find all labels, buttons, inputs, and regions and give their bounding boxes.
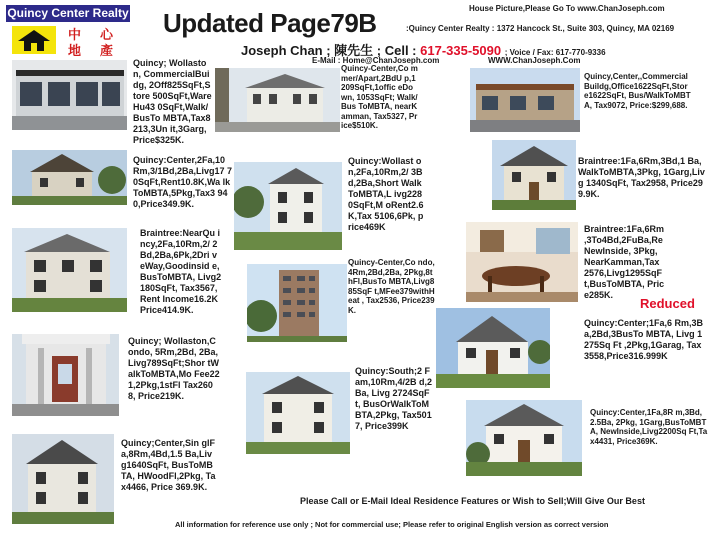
listing-photo xyxy=(215,68,340,132)
listing-description: Braintree:NearQu incy,2Fa,10Rm,2/ 2Bd,2Ba,6Pk,2Dri veWay,Goodinsid e,BusToMBTA, Livg2180SqFt, Tax3567,Rent Income16.2K Price414.9K. xyxy=(140,228,222,315)
reduced-badge: Reduced xyxy=(640,296,695,311)
listing-description: Quincy:South;2 Fam,10Rm,4/2B d,2Ba, Livg 2724SqFt, BusOrWalkToM BTA,2Pkg, Tax5017, Price399K xyxy=(355,366,433,431)
listing-description: Quincy:Center,1Fa,8R m,3Bd,2.5Ba, 2Pkg, 1Garg,BusToMBTA, NewInside,Livg2200Sq Ft,Tax4431, Price369K. xyxy=(590,408,708,446)
call-to-action: Please Call or E-Mail Ideal Residence Features or Wish to Sell;Will Give Our Best xyxy=(300,496,645,506)
logo-chinese-char: 產 xyxy=(100,44,114,59)
listing-photo xyxy=(466,222,578,302)
listing-photo xyxy=(12,60,127,130)
listing-photo xyxy=(12,150,127,205)
listing-photo xyxy=(12,434,114,524)
listing-photo xyxy=(470,68,580,132)
listing-description: Quincy:Center;1Fa,6 Rm,3Ba,2Bd,3BusTo MBTA, Livg 1275Sq Ft ,2Pkg,1Garag, Tax 3558,Price316.999K xyxy=(584,318,704,361)
listing-photo xyxy=(466,400,582,476)
listing-photo xyxy=(12,334,119,416)
listing-description: Braintree:1Fa,6Rm ,3To4Bd,2FuBa,Re NewInside, 3Pkg, NearKamman,Tax 2576,Livg1295SqF t,BusToMBTA, Price285K. xyxy=(584,224,665,300)
listing-description: Quincy-Center,Co ndo,4Rm,2Bd,2Ba, 2Pkg,8thFl,BusTo MBTA,Livg885SqF t,MFee379withHeat , Tax2536, Price239K. xyxy=(348,258,435,315)
email-link[interactable]: E-Mail : Home@ChanJoseph.com xyxy=(312,56,440,65)
house-logo-icon xyxy=(16,28,52,52)
listing-photo xyxy=(492,140,576,210)
office-address: :Quincy Center Realty : 1372 Hancock St., Suite 303, Quincy, MA 02169 xyxy=(406,24,675,33)
house-picture-link[interactable]: House Picture,Please Go To www.ChanJoseph.com xyxy=(469,4,665,13)
listing-description: Quincy:Wollast on,2Fa,10Rm,2/ 3Bd,2Ba,Short WalkToMBTA,L ivg2280SqFt,M oRent2.6K,Tax 5106,6Pk, price469K xyxy=(348,156,424,232)
listing-description: Quincy; Wollaston,Condo, 5Rm,2Bd, 2Ba, Livg789SqFt;Shor tWalkToMBTA,Mo Fee221,2Pkg,1stFl Tax2608, Price219K. xyxy=(128,336,220,401)
disclaimer: All information for reference use only ; Not for commercial use; Please refer to original English version as correct version xyxy=(175,520,609,529)
cell-phone[interactable]: 617-335-5090 xyxy=(420,43,502,58)
listing-description: Braintree:1Fa,6Rm,3Bd,1 Ba,WalkToMBTA,3Pkg, 1Garg,Livg 1340SqFt, Tax2958, Price299.9K. xyxy=(578,156,705,199)
logo-chinese-char: 心 xyxy=(100,28,114,43)
listing-photo xyxy=(234,162,342,250)
listing-photo xyxy=(246,372,350,454)
listing-description: Quincy-Center,Co mmer/Apart,2BdU p,1209SqFt,1offic eDown, 1053SqFt; Walk/ Bus ToMBTA, nearKamman, Tax5327, Price$510K. xyxy=(341,64,418,130)
listing-description: Quincy:Center,2Fa,10 Rm,3/1Bd,2Ba,Livg17 70SqFt,Rent10.8K,Wa lkToMBTA,5Pkg,Tax3 940,Price349.9K. xyxy=(133,155,233,209)
company-logo-banner: Quincy Center Realty xyxy=(7,6,129,20)
listing-photo xyxy=(247,264,347,342)
listing-photo xyxy=(436,308,550,388)
website-link[interactable]: WWW.ChanJoseph.Com xyxy=(488,56,581,65)
listing-description: Quincy,Center,,Commercial Buildg,Office1622SqFt,Stor e1622SqFt, Bus/WalkToMBTA, Tax9072, Price:$299,688. xyxy=(584,72,691,110)
listing-description: Quincy; Wollaston, CommercialBuidg, 2Off825SqFt,Store 500SqFt,WareHu43 0SqFt,Walk/BusTo MBTA,Tax8213,3Un it,3Garg, Price$325K. xyxy=(133,58,212,145)
listing-description: Quincy;Center,Sin glFa,8Rm,4Bd,1.5 Ba,Livg1640SqFt, BusToMBTA, HWoodFl,2Pkg, Tax4466, Price 369.9K. xyxy=(121,438,216,492)
logo-chinese-char: 中 xyxy=(68,28,82,43)
voice-fax: ; Voice / Fax: 617-770-9336 xyxy=(504,48,606,57)
listing-photo xyxy=(12,228,127,312)
agent-name: Joseph Chan ; 陳先生 ; Cell : xyxy=(241,43,417,58)
logo-chinese-char: 地 xyxy=(68,44,82,59)
page-title: Updated Page79B xyxy=(163,8,377,38)
